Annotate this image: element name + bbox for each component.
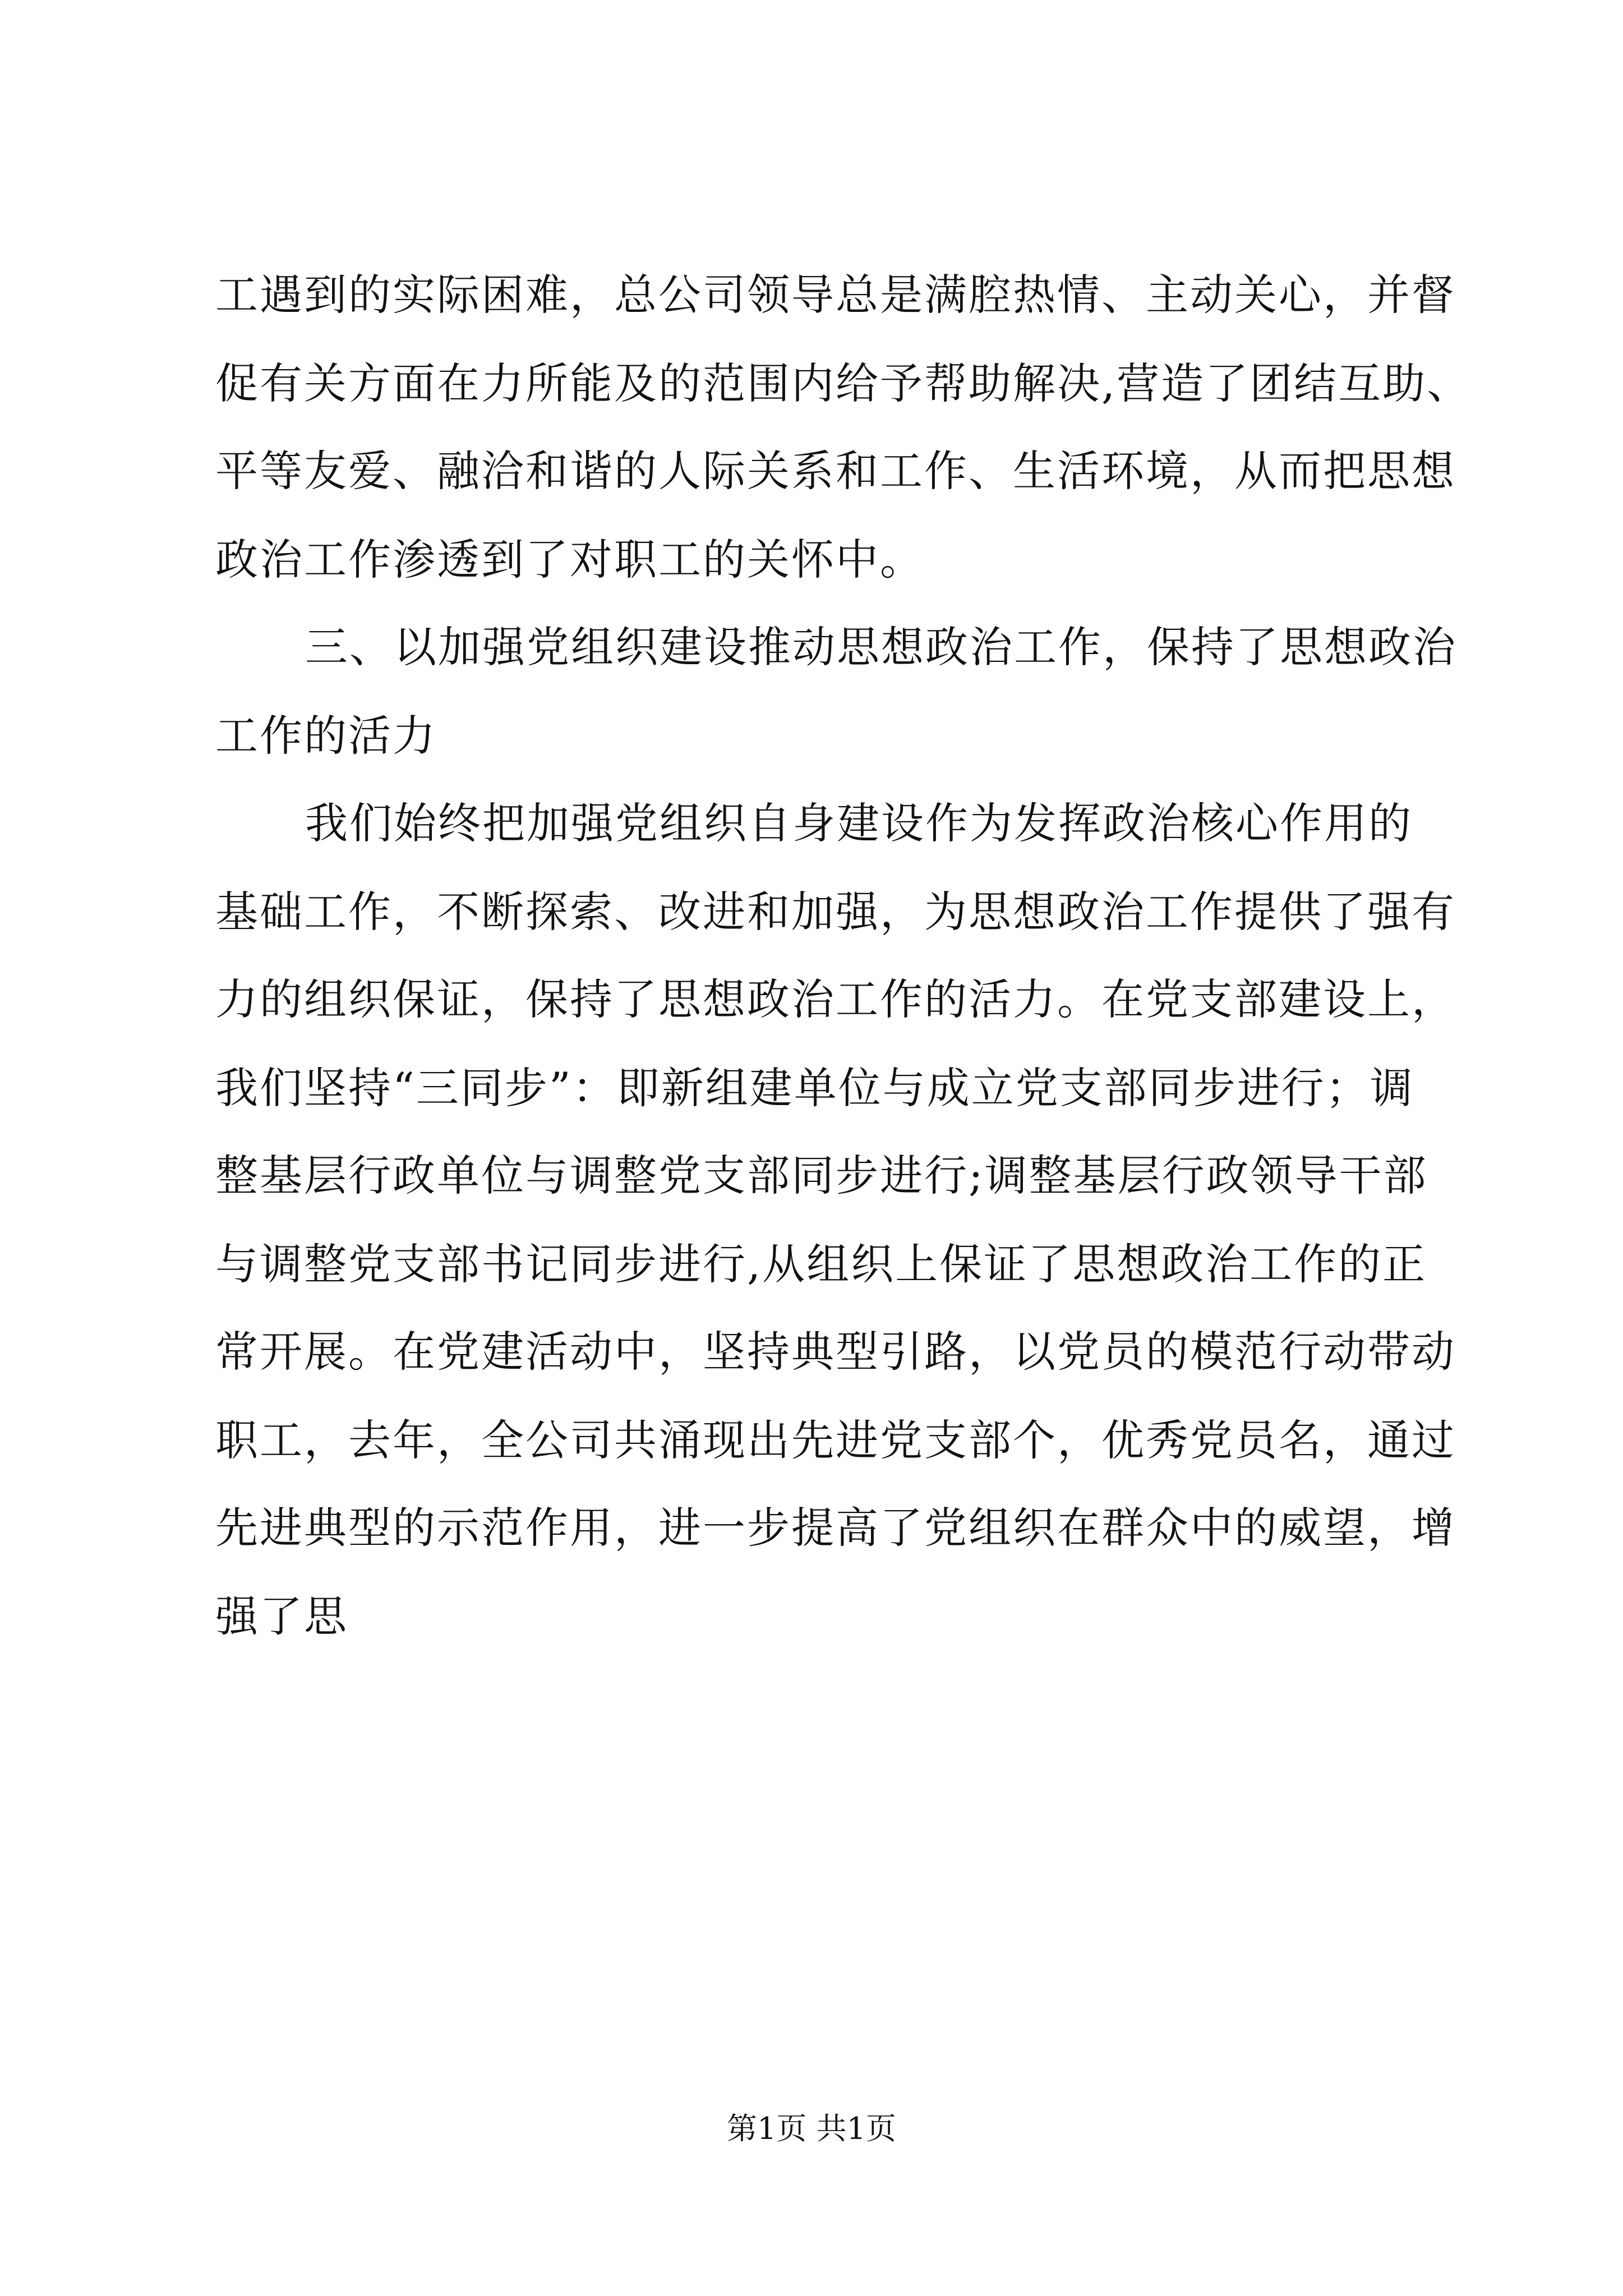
body-text-line: 先进典型的示范作用，进一步提高了党组织在群众中的威望，增 xyxy=(215,1503,1456,1553)
body-text-line: 常开展。在党建活动中，坚持典型引路，以党员的模范行动带动 xyxy=(215,1327,1456,1377)
section-heading-continued: 工作的活力 xyxy=(215,711,437,761)
body-text-line: 与调整党支部书记同步进行,从组织上保证了思想政治工作的正 xyxy=(215,1239,1427,1289)
body-text-line: 促有关方面在力所能及的范围内给予帮助解决,营造了团结互助、 xyxy=(215,358,1472,408)
body-text-line: 整基层行政单位与调整党支部同步进行;调整基层行政领导干部 xyxy=(215,1151,1428,1200)
section-heading: 三、以加强党组织建设推动思想政治工作，保持了思想政治 xyxy=(305,622,1457,672)
body-text-line: 我们坚持“三同步”：即新组建单位与成立党支部同步进行；调 xyxy=(215,1063,1414,1113)
body-text-line: 工遇到的实际困难，总公司领导总是满腔热情、主动关心，并督 xyxy=(215,270,1456,320)
body-text-line: 强了思 xyxy=(215,1591,348,1641)
body-text-line: 平等友爱、融洽和谐的人际关系和工作、生活环境，从而把思想 xyxy=(215,446,1456,496)
page-number-footer: 第1页 共1页 xyxy=(727,2111,896,2146)
body-text-line: 职工，去年，全公司共涌现出先进党支部个，优秀党员名，通过 xyxy=(215,1415,1456,1465)
paragraph-first-line: 我们始终把加强党组织自身建设作为发挥政治核心作用的 xyxy=(305,798,1413,848)
body-text-line: 基础工作，不断探索、改进和加强，为思想政治工作提供了强有 xyxy=(215,887,1456,937)
body-text-line: 力的组织保证，保持了思想政治工作的活力。在党支部建设上， xyxy=(215,974,1456,1024)
body-text-line: 政治工作渗透到了对职工的关怀中。 xyxy=(215,535,924,585)
